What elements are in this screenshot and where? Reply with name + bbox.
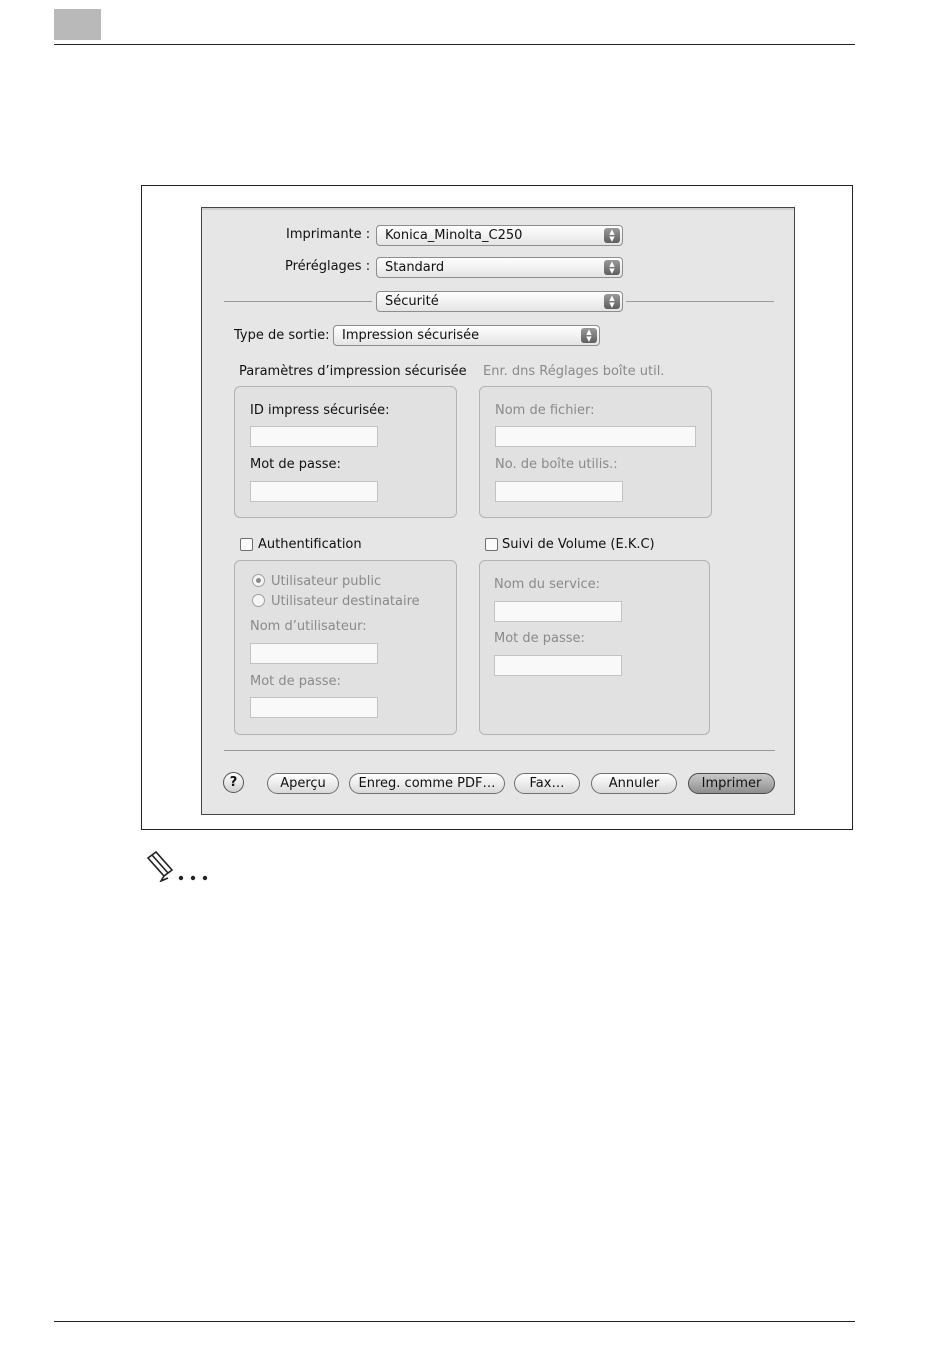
user-box-group — [479, 386, 712, 518]
panel-value: Sécurité — [385, 294, 439, 309]
authentication-group — [234, 560, 457, 735]
auth-password-field[interactable] — [250, 697, 378, 718]
user-box-title: Enr. dns Réglages boîte util. — [483, 364, 665, 379]
printer-value: Konica_Minolta_C250 — [385, 228, 523, 243]
authentication-label: Authentification — [258, 537, 362, 552]
secure-print-title: Paramètres d’impression sécurisée — [239, 364, 467, 379]
volume-tracking-label: Suivi de Volume (E.K.C) — [502, 537, 655, 552]
page-tab-marker — [54, 9, 101, 40]
save-pdf-button[interactable]: Enreg. comme PDF… — [349, 773, 505, 794]
service-name-field[interactable] — [494, 601, 622, 622]
secure-id-label: ID impress sécurisée: — [250, 403, 390, 418]
output-type-value: Impression sécurisée — [342, 328, 480, 343]
header-rule — [54, 44, 855, 45]
printer-popup[interactable] — [376, 225, 623, 246]
panel-separator-right — [626, 301, 774, 302]
volume-password-label: Mot de passe: — [494, 631, 585, 646]
radio-recipient-user[interactable] — [252, 594, 265, 607]
radio-recipient-label: Utilisateur destinataire — [271, 594, 420, 609]
presets-label: Préréglages : — [285, 259, 371, 274]
service-name-label: Nom du service: — [494, 577, 601, 592]
dialog-top-edge — [202, 208, 794, 210]
secure-print-group — [234, 386, 457, 518]
volume-password-field[interactable] — [494, 655, 622, 676]
popup-arrows-icon: ▲ ▼ — [604, 260, 620, 275]
auth-password-label: Mot de passe: — [250, 674, 341, 689]
radio-public-user[interactable] — [252, 574, 265, 587]
panel-popup[interactable] — [376, 291, 623, 312]
output-type-label: Type de sortie: — [234, 328, 330, 343]
popup-arrows-icon: ▲ ▼ — [604, 294, 620, 309]
print-dialog — [201, 207, 795, 815]
secure-password-field[interactable] — [250, 481, 378, 502]
secure-id-field[interactable] — [250, 426, 378, 447]
volume-tracking-checkbox[interactable] — [485, 538, 498, 551]
panel-separator-left — [224, 301, 372, 302]
box-number-label: No. de boîte utilis.: — [495, 457, 618, 472]
bottom-separator — [224, 750, 775, 751]
secure-password-label: Mot de passe: — [250, 457, 341, 472]
preview-button[interactable]: Aperçu — [267, 773, 339, 794]
print-button[interactable]: Imprimer — [688, 773, 775, 794]
presets-value: Standard — [385, 260, 445, 275]
volume-tracking-group — [479, 560, 710, 735]
radio-public-label: Utilisateur public — [271, 574, 382, 589]
printer-label: Imprimante : — [286, 227, 371, 242]
popup-arrows-icon: ▲ ▼ — [581, 328, 597, 343]
filename-label: Nom de fichier: — [495, 403, 595, 418]
presets-popup[interactable] — [376, 257, 623, 278]
username-field[interactable] — [250, 643, 378, 664]
authentication-checkbox[interactable] — [240, 538, 253, 551]
pencil-note-icon — [142, 848, 212, 882]
filename-field[interactable] — [495, 426, 696, 447]
fax-button[interactable]: Fax… — [514, 773, 580, 794]
cancel-button[interactable]: Annuler — [591, 773, 677, 794]
footer-rule — [54, 1321, 855, 1322]
username-label: Nom d’utilisateur: — [250, 619, 367, 634]
popup-arrows-icon: ▲ ▼ — [604, 228, 620, 243]
help-icon[interactable]: ? — [223, 772, 244, 793]
output-type-popup[interactable] — [333, 325, 600, 346]
box-number-field[interactable] — [495, 481, 623, 502]
